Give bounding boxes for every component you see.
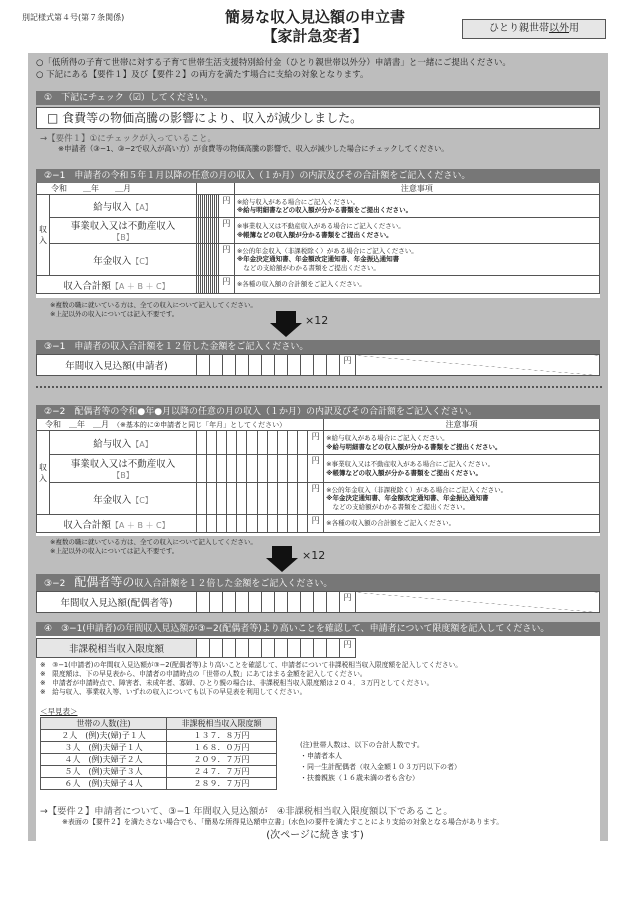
section2-1-header: ②−1 申請者の令和５年１月以降の任意の月の収入（１か月）の内訳及びその合計額をご記入ください。	[36, 169, 600, 183]
digit-cell[interactable]	[327, 639, 340, 658]
row-sub: 【A ＋ B ＋ C】	[110, 281, 170, 291]
section2-2-table	[36, 419, 600, 536]
date-label[interactable]: 令和 ＿年 ＿月	[37, 183, 197, 195]
digit-cell[interactable]	[257, 483, 267, 515]
digit-cell[interactable]	[287, 483, 297, 515]
digit-cell[interactable]	[207, 431, 217, 455]
requirement2-small-note: ※表面の【要件２】を満たさない場合でも、「簡易な所得見込額申立書」(水色)の要件を満たすことにより支給の対象となる場合があります。	[62, 818, 504, 826]
digit-cell[interactable]	[227, 431, 237, 455]
pension-notes	[234, 244, 599, 276]
footnote: ※複数の職に就いている方は、全ての収入について記入してください。	[50, 538, 257, 546]
section4-header: ④ ③−1(申請者)の年間収入見込額が③−2(配偶者等)より高いことを確認して、申請者について限度額を記入してください。	[36, 622, 600, 636]
digit-cell[interactable]	[314, 639, 327, 658]
digit-cell[interactable]	[197, 355, 210, 376]
limit-row	[36, 638, 600, 658]
digit-cell[interactable]	[287, 515, 297, 533]
digit-cell[interactable]	[217, 483, 227, 515]
row-label: 年金収入	[93, 494, 132, 506]
business-income-label	[50, 455, 197, 483]
header-limit: 非課税相当収入限度額	[167, 718, 277, 730]
digit-cell[interactable]	[227, 515, 237, 533]
digit-cell[interactable]	[288, 355, 301, 376]
section3-2-row	[36, 591, 600, 613]
note-line: (注)世帯人数は、以下の合計人数です。	[300, 741, 424, 749]
row-label: 年金収入	[93, 255, 132, 267]
multiplier-label: ×12	[302, 549, 326, 562]
digit-cell[interactable]	[275, 639, 288, 658]
annual-income-spouse-label: 年間収入見込額(配偶者等)	[37, 592, 197, 613]
digit-cell[interactable]	[197, 592, 210, 613]
digit-cell[interactable]	[275, 355, 288, 376]
pension-income-label	[50, 244, 197, 276]
household-cell: ４人 (例)夫婦子２人	[41, 754, 167, 766]
row-label: 給与収入	[93, 438, 132, 450]
section3-1-row	[36, 354, 600, 376]
digit-cell[interactable]	[267, 515, 277, 533]
section-text: 収入合計額を１２倍した金額をご記入ください。	[134, 579, 333, 589]
digit-cell[interactable]	[257, 515, 267, 533]
digit-cell[interactable]	[314, 592, 327, 613]
section3-2-header	[36, 574, 600, 591]
note-line: ※年金決定通知書、年金額改定通知書、年金振込通知書	[236, 255, 400, 264]
note-line: ※年金決定通知書、年金額改定通知書、年金振込通知書	[326, 494, 489, 503]
digit-cell[interactable]	[249, 639, 262, 658]
section2-1-table	[36, 183, 600, 298]
digit-cell[interactable]	[247, 455, 257, 483]
badge-pre: ひとり親世帯	[489, 23, 549, 34]
digit-cell[interactable]	[297, 515, 307, 533]
digit-cell[interactable]	[217, 431, 227, 455]
quick-table-label: ＜早見表＞	[40, 707, 78, 716]
yen-label: 円	[218, 218, 234, 244]
note-line: ※給与明細書などの収入額が分かる書類をご提出ください。	[236, 206, 413, 214]
income-side-label: 収入	[37, 195, 50, 276]
business-notes	[234, 218, 599, 244]
row-sub: 【B】	[112, 471, 134, 480]
digit-cell[interactable]	[197, 483, 207, 515]
note-line: ※帳簿などの収入額が分かる書類をご提出ください。	[236, 230, 393, 239]
row-label: 事業収入又は不動産収入	[70, 459, 176, 470]
pension-notes	[324, 483, 600, 515]
notes-header: 注意事項	[324, 419, 600, 431]
digit-cell[interactable]	[262, 639, 275, 658]
title-line2: 【家計急変者】	[262, 27, 368, 45]
form-number: 別記様式第４号(第７条関係)	[22, 13, 125, 22]
continue-label: (次ページに続きます)	[266, 830, 364, 841]
intro-text	[36, 58, 606, 81]
digit-cell[interactable]	[207, 483, 217, 515]
spouse-emphasis: 配偶者等の	[74, 575, 135, 589]
digit-cell[interactable]	[297, 431, 307, 455]
spouse-date-cell[interactable]	[37, 419, 324, 431]
notes-header: 注意事項	[234, 183, 599, 195]
multiplier-label: ×12	[305, 314, 329, 327]
digit-cell[interactable]	[267, 431, 277, 455]
digit-cell[interactable]	[247, 515, 257, 533]
price-hike-checkbox[interactable]: □ 食費等の物価高騰の影響により、収入が減少しました。	[36, 107, 600, 129]
digit-cell[interactable]	[287, 455, 297, 483]
household-cell: ５人 (例)夫婦子３人	[41, 766, 167, 778]
section2-2-header: ②−2 配偶者等の令和●年●月以降の任意の月の収入（１か月）の内訳及びその合計額をご記入ください。	[36, 405, 600, 419]
digit-cell[interactable]	[223, 592, 236, 613]
down-arrow-icon	[270, 311, 302, 337]
total-notes: ※各種の収入額の合計額をご記入ください。	[324, 515, 600, 533]
badge-post: 用	[569, 23, 579, 34]
business-notes	[324, 455, 600, 483]
digit-cell[interactable]	[257, 431, 267, 455]
quick-reference-table	[40, 717, 277, 790]
row-sub: 【A】	[131, 203, 153, 212]
section3-1-header: ③−1 申請者の収入合計額を１２倍した金額をご記入ください。	[36, 340, 600, 354]
digit-cell[interactable]	[236, 639, 249, 658]
separator	[36, 386, 602, 388]
digit-cell[interactable]	[277, 455, 287, 483]
note-line: ※帳簿などの収入額が分かる書類をご提出ください。	[326, 468, 482, 477]
digit-cell[interactable]	[301, 355, 314, 376]
digit-cell[interactable]	[247, 431, 257, 455]
yen-label: 円	[340, 639, 356, 658]
row-sub: 【A ＋ B ＋ C】	[110, 520, 170, 530]
yen-label: 円	[308, 455, 324, 483]
digit-cell[interactable]	[210, 639, 223, 658]
digit-cell[interactable]	[210, 592, 223, 613]
note-line: ・同一生計配偶者（収入金額１０３万円以下の者）	[300, 763, 461, 771]
digit-cell[interactable]	[217, 455, 227, 483]
digit-cell[interactable]	[297, 455, 307, 483]
household-cell: ２人 (例)夫(婦)子１人	[41, 730, 167, 742]
yen-label: 円	[308, 483, 324, 515]
intro-line-2: ○ 下記にある【要件１】及び【要件２】の両方を満たす場合に支給の対象となります。	[36, 69, 369, 80]
digit-cell[interactable]	[262, 355, 275, 376]
digit-cell[interactable]	[237, 483, 247, 515]
row-label: 収入合計額	[63, 519, 111, 531]
yen-label: 円	[218, 276, 234, 294]
digit-cell[interactable]	[277, 483, 287, 515]
section2-1-footnotes	[50, 301, 257, 319]
digit-cell[interactable]	[288, 639, 301, 658]
digit-cell[interactable]	[288, 592, 301, 613]
digit-cell[interactable]	[297, 483, 307, 515]
footnote: ※上記以外の収入については記入不要です。	[50, 310, 179, 318]
badge-underlined: 以外	[549, 23, 569, 34]
yen-label: 円	[308, 431, 324, 455]
digit-cell[interactable]	[217, 515, 227, 533]
note-line: などの支給額がわかる書類をご提出ください。	[326, 502, 470, 511]
note-line: ※事業収入又は不動産収入がある場合にご記入ください。	[326, 460, 495, 468]
digit-cell[interactable]	[207, 455, 217, 483]
note-line: ※公的年金収入（非課税除く）がある場合にご記入ください。	[236, 246, 418, 255]
row-sub: 【C】	[131, 495, 153, 505]
note-line: ※給与収入がある場合にご記入ください。	[236, 197, 360, 206]
header-household: 世帯の人数(注)	[41, 718, 167, 730]
digit-cell[interactable]	[301, 639, 314, 658]
digit-cell[interactable]	[236, 355, 249, 376]
date-label: 令和 ＿年 ＿月	[45, 420, 109, 429]
requirement2-note: →【要件２】申請者について、③−1 年間収入見込額が ④非課税相当収入限度額以下であること。	[40, 806, 453, 817]
section4-notes	[40, 661, 600, 697]
limit-cell: ２８９．７万円	[167, 778, 277, 790]
section1-header: ① 下記にチェック（☑）してください。	[36, 91, 600, 105]
salary-notes	[324, 431, 600, 455]
limit-cell: ２４７．７万円	[167, 766, 277, 778]
pension-income-label	[50, 483, 197, 515]
row-label: 給与収入	[93, 202, 132, 213]
diagonal-cell	[356, 592, 600, 613]
note-line: ※ ③−1(申請者)の年間収入見込額が③−2(配偶者等)より高いことを確認して、申請者について非課税相当収入限度額を記入してください。	[40, 661, 462, 669]
digit-cell[interactable]	[197, 515, 207, 533]
digit-cell[interactable]	[327, 355, 340, 376]
yen-label: 円	[340, 592, 356, 613]
annual-income-applicant-label: 年間収入見込額(申請者)	[37, 355, 197, 376]
yen-label: 円	[218, 244, 234, 276]
requirement1-note: →【要件１】①にチェックが入っていること。	[40, 134, 216, 144]
total-notes: ※各種の収入額の合計額をご記入ください。	[234, 276, 599, 294]
total-income-label	[37, 515, 197, 533]
digit-cell[interactable]	[227, 455, 237, 483]
digit-cell[interactable]	[223, 639, 236, 658]
digit-cell[interactable]	[314, 355, 327, 376]
section2-2-footnotes	[50, 538, 257, 556]
total-income-label	[37, 276, 197, 294]
note-line: ※ 限度額は、下の早見表から、申請者の申請時点の「世帯の人数」にあてはまる金額を記入してください。	[40, 670, 367, 678]
digit-cell[interactable]	[275, 592, 288, 613]
form-type-badge	[462, 19, 606, 39]
requirement1-small-note: ※申請者（③−1、③−2で収入が高い方）が食費等の物価高騰の影響で、収入が減少した場合にチェックしてください。	[58, 144, 449, 153]
digit-cell[interactable]	[327, 592, 340, 613]
page-title	[190, 8, 440, 46]
digit-cell[interactable]	[277, 431, 287, 455]
digit-cell[interactable]	[249, 355, 262, 376]
digit-cell[interactable]	[207, 515, 217, 533]
digit-cell[interactable]	[262, 592, 275, 613]
digit-cell[interactable]	[247, 483, 257, 515]
salary-income-label	[50, 195, 197, 218]
note-line: ※給与明細書などの収入額が分かる書類をご提出ください。	[326, 442, 502, 451]
digit-cell[interactable]	[277, 515, 287, 533]
row-sub: 【B】	[112, 233, 134, 242]
digit-cell[interactable]	[257, 455, 267, 483]
limit-cell: ２０９．７万円	[167, 754, 277, 766]
digit-cell[interactable]	[197, 431, 207, 455]
note-line: ※ 申請者が申請時点で、障害者、未成年者、寡婦、ひとり親の場合は、非課税相当収入限度額は２０４．３万円としてください。	[40, 679, 434, 687]
digit-cell[interactable]	[249, 592, 262, 613]
title-line1: 簡易な収入見込額の申立書	[224, 8, 405, 26]
household-cell: ３人 (例)夫婦子１人	[41, 742, 167, 754]
digit-cell[interactable]	[227, 483, 237, 515]
digit-cell[interactable]	[223, 355, 236, 376]
digit-cell[interactable]	[267, 455, 277, 483]
note-line: ※ 給与収入、事業収入等、いずれの収入についても以下の早見表を利用してください。	[40, 688, 307, 696]
digit-cell[interactable]	[237, 431, 247, 455]
footnote: ※上記以外の収入については記入不要です。	[50, 547, 179, 555]
note-line: ・扶養親族（１６歳未満の者も含む）	[300, 774, 419, 782]
digit-cell[interactable]	[267, 483, 277, 515]
digit-cell[interactable]	[197, 455, 207, 483]
note-line: ・申請者本人	[300, 752, 342, 760]
digit-cell[interactable]	[210, 355, 223, 376]
note-line: ※給与収入がある場合にご記入ください。	[326, 434, 449, 442]
salary-income-label	[50, 431, 197, 455]
note-line: などの支給額がわかる書類をご提出ください。	[236, 263, 380, 272]
digit-cell[interactable]	[237, 455, 247, 483]
household-cell: ６人 (例)夫婦子４人	[41, 778, 167, 790]
diagonal-cell	[356, 355, 600, 376]
digit-cell[interactable]	[236, 592, 249, 613]
intro-line-1: ○「低所得の子育て世帯に対する子育て世帯生活支援特別給付金（ひとり親世帯以外分）申請書」と一緒にご提出ください。	[36, 58, 511, 68]
down-arrow-icon	[266, 546, 298, 572]
household-footnote	[300, 740, 461, 784]
digit-cell[interactable]	[197, 639, 210, 658]
tax-exempt-limit-label: 非課税相当収入限度額	[37, 639, 197, 658]
section-number: ③−2	[44, 579, 66, 589]
digit-cell[interactable]	[301, 592, 314, 613]
row-sub: 【A】	[131, 439, 153, 449]
limit-cell: １３７．８万円	[167, 730, 277, 742]
salary-notes	[234, 195, 599, 218]
limit-cell: １６８．０万円	[167, 742, 277, 754]
income-side-label: 収入	[37, 431, 50, 515]
row-label: 事業収入又は不動産収入	[70, 221, 176, 232]
row-label: 収入合計額	[63, 280, 111, 292]
business-income-label	[50, 218, 197, 244]
yen-label: 円	[308, 515, 324, 533]
footnote: ※複数の職に就いている方は、全ての収入について記入してください。	[50, 301, 257, 309]
note-line: ※公的年金収入（非課税除く）がある場合にご記入ください。	[326, 485, 508, 494]
row-sub: 【C】	[131, 256, 153, 266]
date-note: （※基本的に②申請者と同じ「年月」としてください）	[113, 421, 287, 429]
yen-label: 円	[340, 355, 356, 376]
digit-cell[interactable]	[237, 515, 247, 533]
yen-label: 円	[218, 195, 234, 218]
note-line: ※事業収入又は不動産収入がある場合にご記入ください。	[236, 222, 405, 230]
digit-cell[interactable]	[287, 431, 297, 455]
